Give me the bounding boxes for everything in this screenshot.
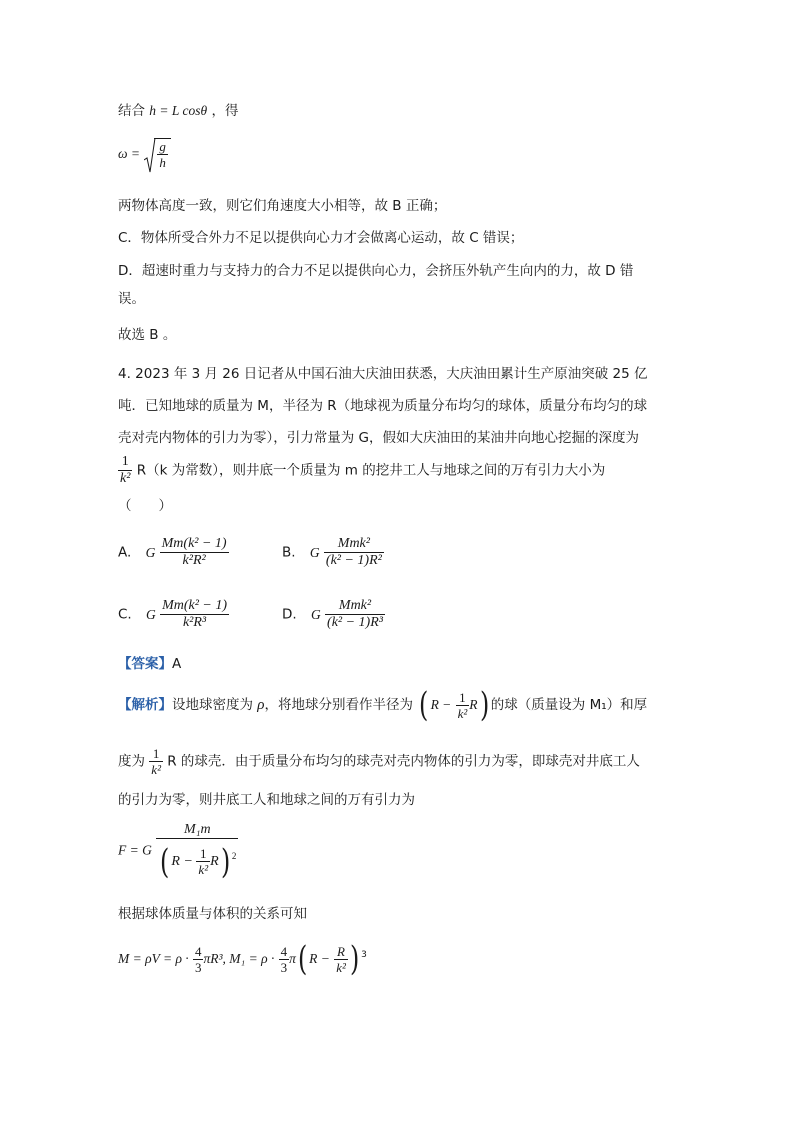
text-line-b-correct: 两物体高度一致，则它们角速度大小相等，故 B 正确； (118, 198, 447, 214)
option-b[interactable]: B. G $\frac{\text{Mmk²}}{\text{(k² − 1)R²}}$ (282, 536, 382, 568)
text-line-d: D．超速时重力与支持力的合力不足以提供向心力，会挤压外轨产生向内的力，故 D 错 (118, 263, 634, 279)
answer-line (118, 654, 181, 674)
analysis-tag: 【解析】 (118, 697, 172, 712)
text-line-choose: 故选 B 。 (118, 327, 177, 343)
equation-omega: ω = $\frac{g}{h}$ (118, 138, 171, 170)
option-d[interactable]: D. G $\frac{\text{Mmk²}}{\text{(k² − 1)R³}}$ (282, 598, 383, 630)
answer-tag: 【答案】 (118, 656, 172, 671)
question-line-3: 壳对壳内物体的引力为零），引力常量为 G，假如大庆油田的某油井向地心挖掘的深度为 (118, 430, 640, 446)
text-line-combine: 结合 h = L cosθ ，得 (118, 103, 239, 119)
sqrt-symbol: $\frac{g}{h}$ (144, 138, 171, 170)
analysis-line-4: 根据球体质量与体积的关系可知 (118, 906, 307, 922)
text-line-d-cont: 误。 (118, 291, 145, 307)
option-c[interactable]: C. G $\frac{\text{Mm(k² − 1)}}{\text{k²R³}}$ (118, 598, 228, 630)
analysis-line-2: 度为 $\frac{1}{\text{k²}}$ R 的球壳．由于质量分布均匀的球壳对壳内物体的引力为零，即球壳对井底工人 (118, 746, 640, 777)
question-line-2: 吨．已知地球的质量为 M，半径为 R（地球视为质量分布均匀的球体，质量分布均匀的球 (118, 398, 648, 414)
analysis-line-1: 【解析】设地球密度为 ρ，将地球分别看作半径为 ( R − $\frac{1}{\text{k²}}$ R) 的球（质量设为 M₁）和厚 (118, 685, 648, 725)
option-a[interactable]: A. G $\frac{\text{Mm(k² − 1)}}{\text{k²R²}}$ (118, 536, 227, 568)
equation-h: h = L cosθ (149, 103, 208, 118)
equation-mass: M = ρV = ρ · $\frac{4}{3}$ πR³, M₁ = ρ · $\frac{4}{3}$ π( R − $\frac{R}{\text{k²}}$ ) $^3$ (118, 939, 367, 979)
analysis-line-3: 的引力为零，则井底工人和地球之间的万有引力为 (118, 792, 415, 808)
question-blank: （ ） (118, 498, 172, 514)
question-line-1: 4. 2023 年 3 月 26 日记者从中国石油大庆油田获悉，大庆油田累计生产原油突破 25 亿 (118, 366, 648, 382)
equation-force: F = G M₁m ( R − $\frac{1}{\text{k²}}$ R) $^2$ (118, 822, 237, 882)
text-line-c: C．物体所受合外力不足以提供向心力才会做离心运动，故 C 错误； (118, 230, 524, 246)
question-line-4: $\frac{1}{\text{k²}}$ R（k 为常数），则井底一个质量为 m 的挖井工人与地球之间的万有引力大小为 (120, 454, 606, 486)
answer-value: A (172, 656, 182, 672)
